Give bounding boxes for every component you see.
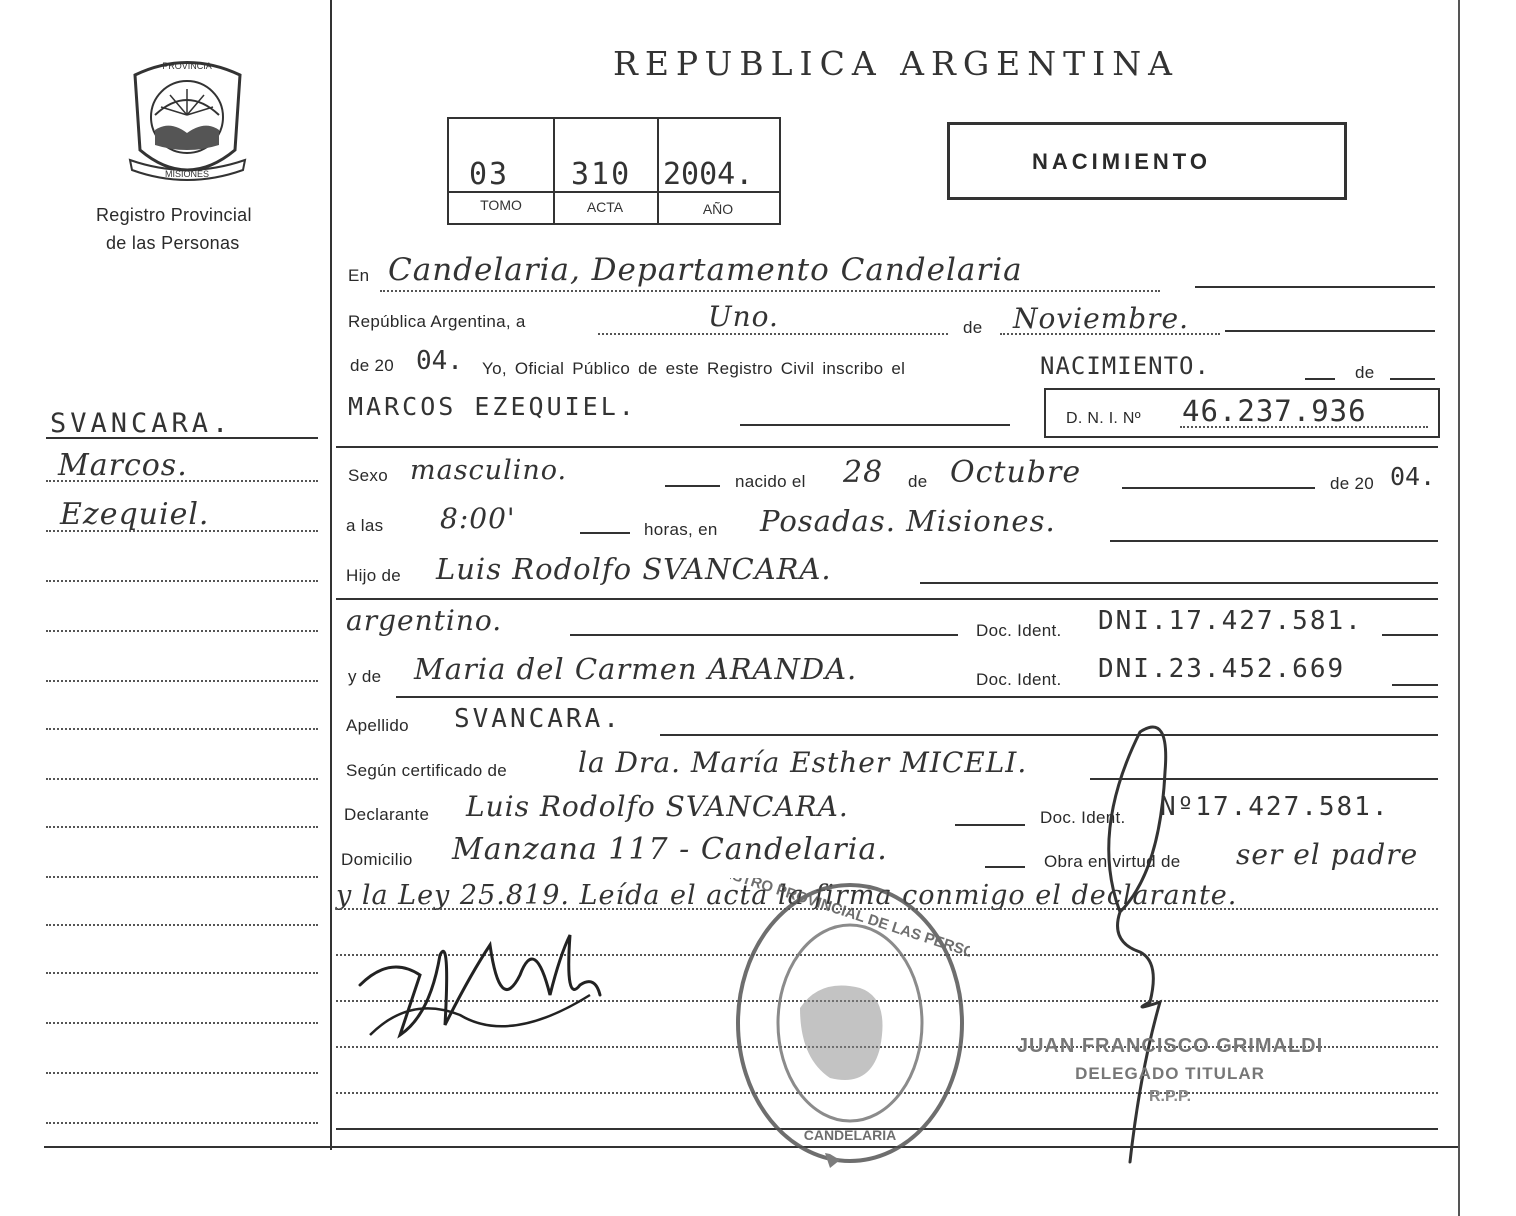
republica-label: República Argentina, a bbox=[348, 312, 526, 331]
segun-label: Según certificado de bbox=[346, 761, 507, 780]
seal-top-text: PROVINCIA bbox=[162, 61, 212, 71]
doc-ident-label-father: Doc. Ident. bbox=[976, 621, 1062, 640]
official-text: Yo, Oficial Público de este Registro Civil inscribo el bbox=[482, 359, 906, 378]
declarante-value: Luis Rodolfo SVANCARA. bbox=[466, 790, 849, 823]
place: Candelaria, Departamento Candelaria bbox=[388, 252, 1023, 288]
dni-box bbox=[1044, 388, 1440, 438]
father-doc: DNI.17.427.581. bbox=[1098, 606, 1363, 636]
child-name: MARCOS EZEQUIEL. bbox=[348, 392, 637, 421]
official-title: DELEGADO TITULAR bbox=[1075, 1064, 1265, 1083]
apellido-label: Apellido bbox=[346, 716, 409, 735]
time: 8:00' bbox=[440, 502, 516, 535]
office-name-line1: Registro Provincial bbox=[96, 205, 252, 225]
official-name: JUAN FRANCISCO GRIMALDI bbox=[1016, 1035, 1324, 1057]
doc-ident-label-declarante: Doc. Ident. bbox=[1040, 808, 1126, 827]
month: Noviembre. bbox=[1013, 302, 1190, 335]
country-title: REPUBLICA ARGENTINA bbox=[613, 44, 1179, 83]
birth-month: Octubre bbox=[950, 455, 1082, 490]
round-stamp-text: PROVINCIAL DE LAS PERSONAS bbox=[773, 881, 970, 972]
year-suffix: 04. bbox=[416, 346, 463, 376]
horas-label: horas, en bbox=[644, 520, 718, 539]
tomo-label: TOMO bbox=[480, 197, 522, 213]
ano-value: 2004. bbox=[663, 157, 754, 192]
de3-label: de bbox=[908, 472, 928, 491]
dni-label: D. N. I. Nº bbox=[1066, 410, 1141, 427]
round-stamp bbox=[730, 878, 970, 1168]
right-border bbox=[1458, 0, 1460, 1216]
birth-year-suffix: 04. bbox=[1390, 462, 1436, 491]
margin-given1: Marcos. bbox=[58, 448, 188, 483]
declarant-signature bbox=[350, 915, 610, 1065]
dni-value: 46.237.936 bbox=[1182, 394, 1367, 428]
margin-given2: Ezequiel. bbox=[60, 497, 210, 532]
yde-label: y de bbox=[348, 667, 382, 686]
mother-doc: DNI.23.452.669 bbox=[1098, 654, 1346, 684]
sexo-label: Sexo bbox=[348, 466, 388, 485]
birth-year-prefix: de 20 bbox=[1330, 474, 1375, 493]
tomo-value: 03 bbox=[469, 157, 510, 192]
office-name-line2: de las Personas bbox=[106, 233, 240, 253]
act: NACIMIENTO. bbox=[1040, 352, 1210, 380]
alas-label: a las bbox=[346, 516, 384, 535]
domicilio-value: Manzana 117 - Candelaria. bbox=[452, 832, 888, 867]
de-label: de bbox=[963, 318, 983, 337]
obra-value: ser el padre bbox=[1236, 838, 1419, 871]
declarante-label: Declarante bbox=[344, 805, 430, 824]
record-type-box bbox=[947, 122, 1347, 200]
round-stamp-bottom: CANDELARIA bbox=[803, 1127, 897, 1143]
record-type: NACIMIENTO bbox=[1032, 149, 1211, 174]
ano-label: AÑO bbox=[702, 201, 734, 217]
domicilio-label: Domicilio bbox=[341, 850, 413, 869]
hijo-label: Hijo de bbox=[346, 566, 402, 585]
nacido-label: nacido el bbox=[735, 472, 806, 491]
acta-value: 310 bbox=[571, 157, 632, 192]
father-name: Luis Rodolfo SVANCARA. bbox=[436, 552, 832, 586]
doc-ident-label-mother: Doc. Ident. bbox=[976, 670, 1062, 689]
de2-label: de bbox=[1355, 363, 1375, 382]
obra-label: Obra en virtud de bbox=[1044, 852, 1181, 871]
provincial-seal bbox=[125, 55, 250, 185]
closing-line: y la Ley 25.819. Leída el acta la firma conmigo el declarante. bbox=[336, 880, 1238, 911]
margin-surname: SVANCARA. bbox=[50, 408, 233, 439]
year-prefix: de 20 bbox=[350, 356, 395, 375]
father-nationality: argentino. bbox=[346, 604, 503, 637]
birth-place: Posadas. Misiones. bbox=[760, 504, 1056, 538]
mother-name: Maria del Carmen ARANDA. bbox=[414, 652, 858, 686]
seal-bottom-text: MISIONES bbox=[164, 169, 210, 179]
certificate: la Dra. María Esther MICELI. bbox=[578, 746, 1028, 779]
en-label: En bbox=[348, 266, 370, 285]
birth-day: 28 bbox=[843, 455, 884, 490]
day: Uno. bbox=[708, 300, 779, 333]
official-name-stamp bbox=[990, 1035, 1350, 1106]
record-id-box bbox=[447, 117, 781, 225]
acta-label: ACTA bbox=[586, 199, 624, 215]
sexo-value: masculino. bbox=[410, 455, 568, 486]
apellido-value: SVANCARA. bbox=[454, 704, 622, 734]
declarante-doc: Nº17.427.581. bbox=[1160, 792, 1390, 822]
official-office: R.P.P. bbox=[1148, 1088, 1192, 1105]
left-column-divider bbox=[330, 0, 332, 1150]
